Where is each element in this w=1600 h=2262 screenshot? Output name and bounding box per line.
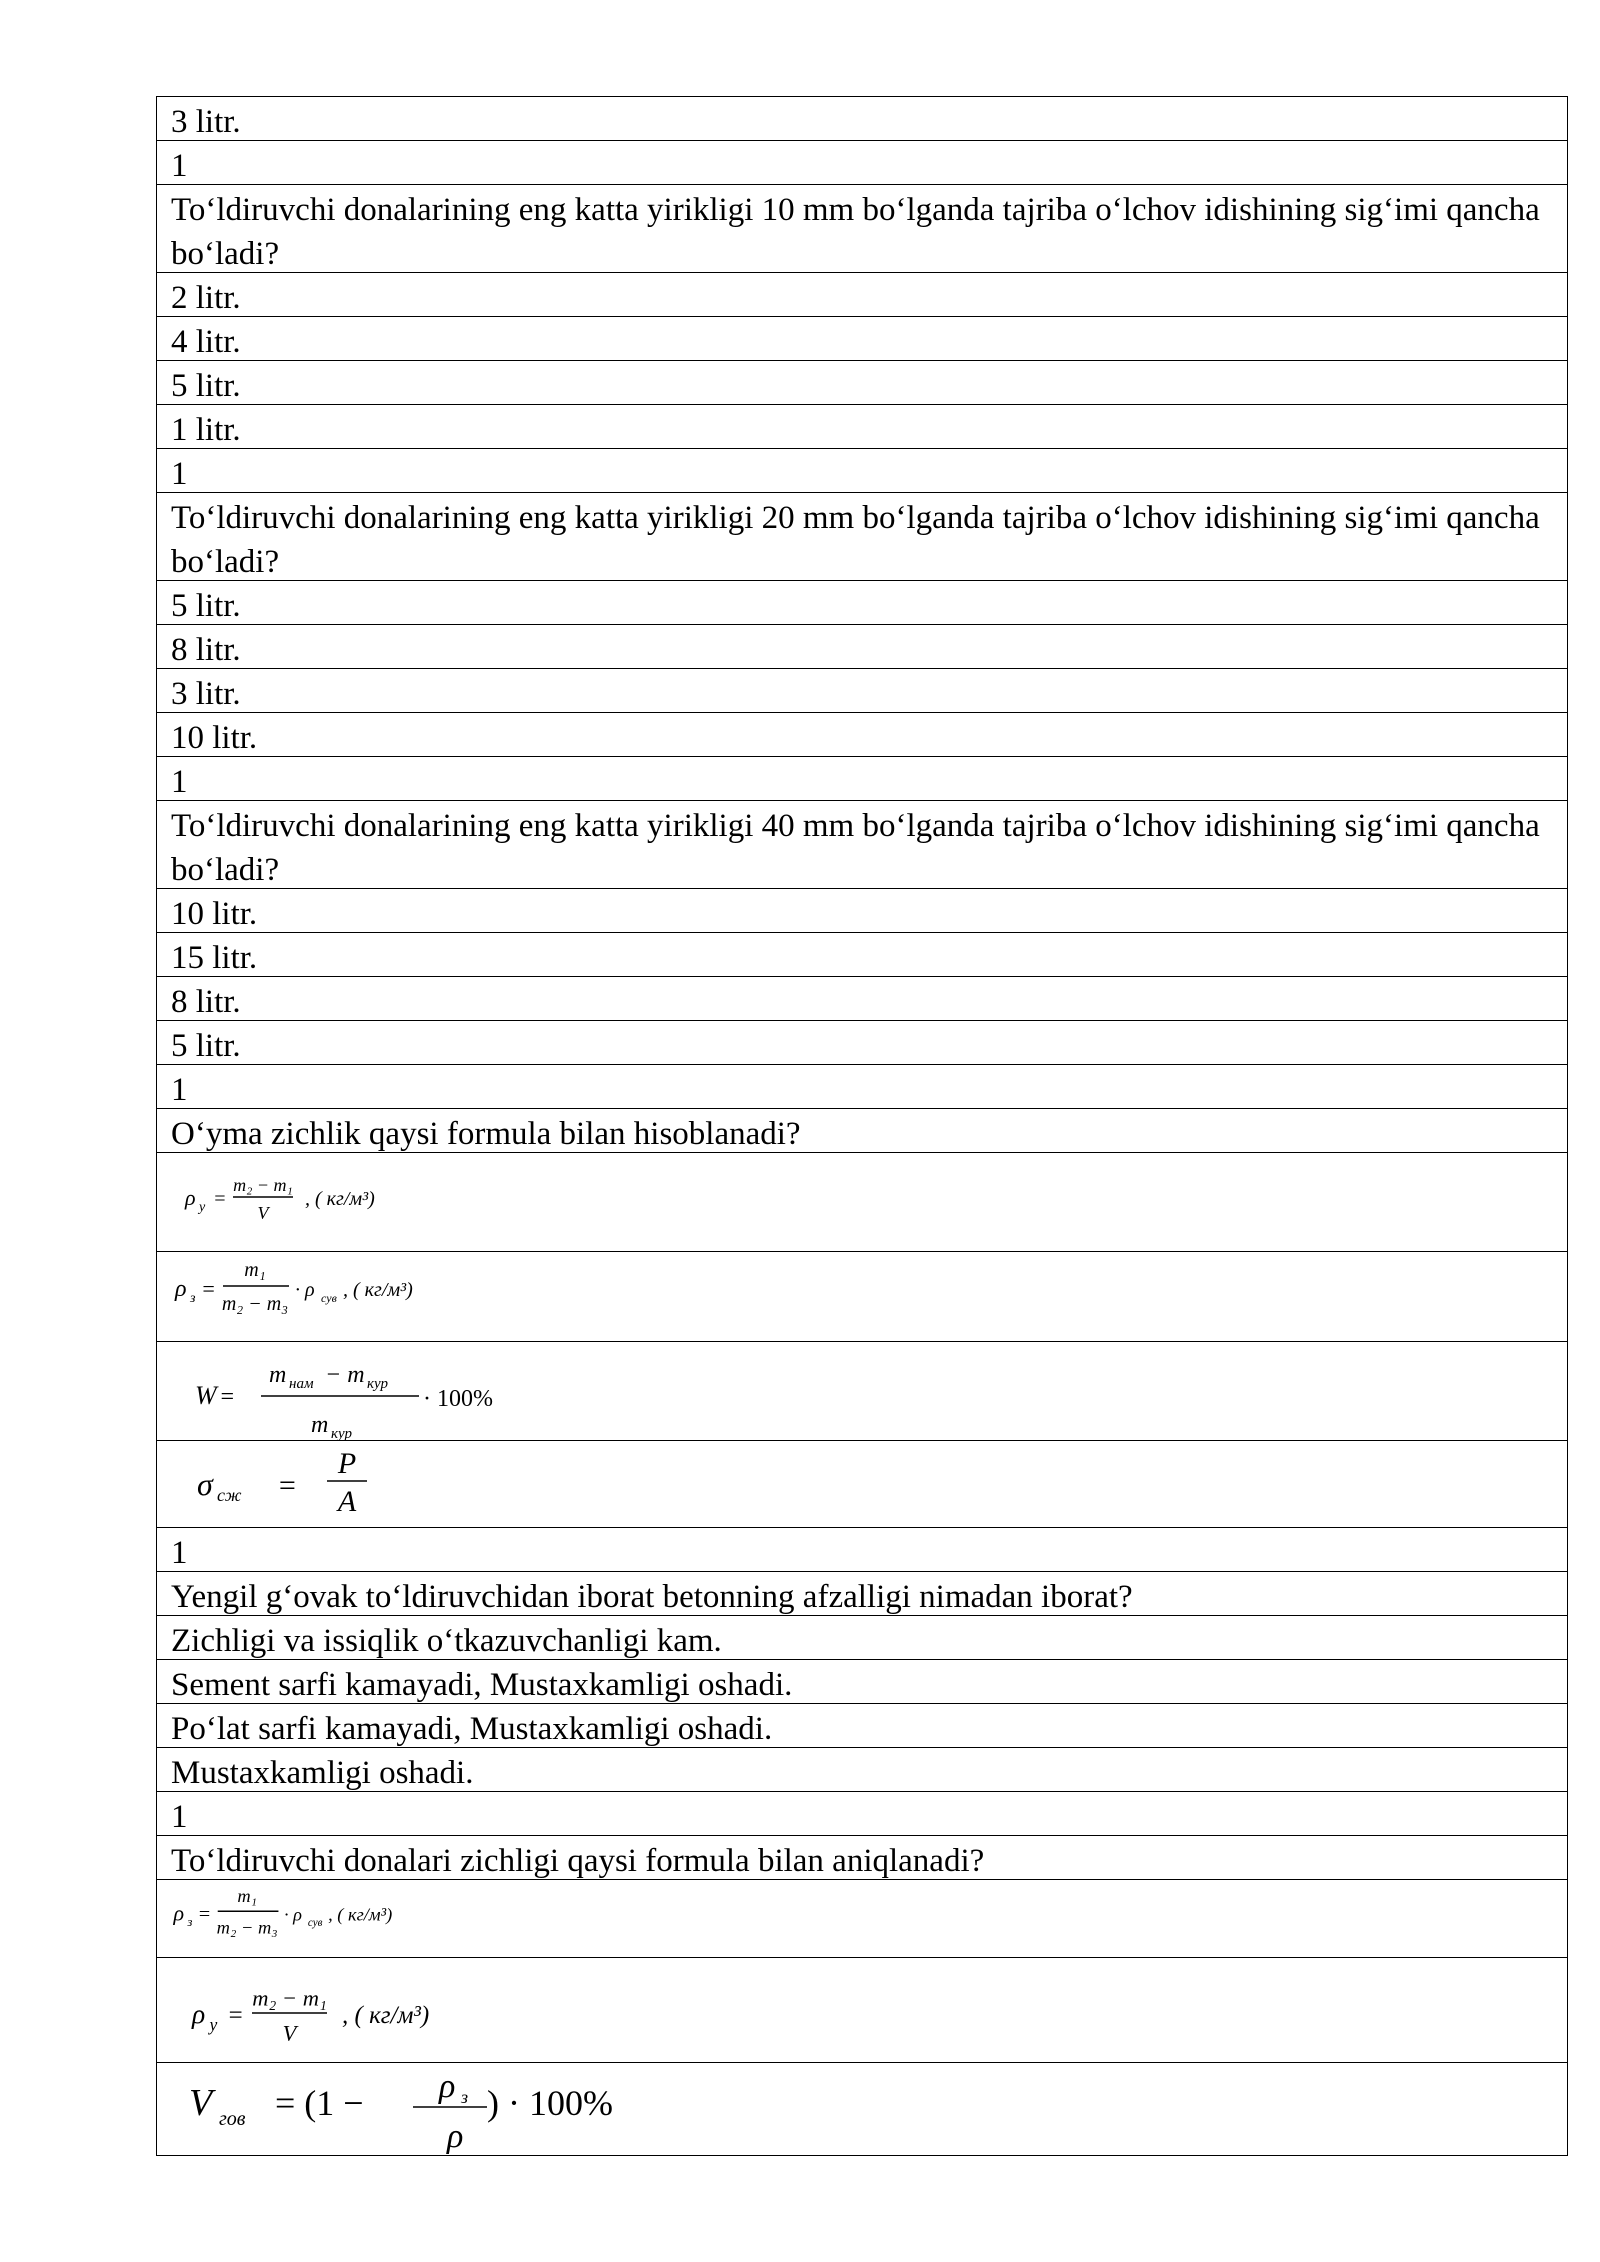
row-text: 1 — [171, 1535, 188, 1571]
denominator-rho: ρ — [447, 2118, 464, 2155]
formula-rho-y — [157, 1153, 1567, 1252]
row-text: 8 litr. — [171, 632, 241, 668]
table-row — [156, 1615, 1568, 1661]
denominator: V — [257, 1203, 269, 1223]
row-text: 4 litr. — [171, 324, 241, 360]
row-text: To‘ldiruvchi donalarining eng katta yirikligi 40 mm bo‘lganda tajriba o‘lchov idishining sig‘imi qancha bo‘ladi? — [171, 808, 1540, 888]
row-text: Mustaxkamligi oshadi. — [171, 1755, 474, 1791]
rho-symbol: ρ — [192, 1998, 206, 2029]
row-text: 10 litr. — [171, 896, 258, 932]
table-row — [156, 932, 1568, 978]
row-text: To‘ldiruvchi donalarining eng katta yirikligi 10 mm bo‘lganda tajriba o‘lchov idishining sig‘imi qancha bo‘ladi? — [171, 192, 1540, 272]
subscript-suv: сув — [307, 1917, 323, 1929]
row-text: Yengil g‘ovak to‘ldiruvchidan iborat betonning afzalligi nimadan iborat? — [171, 1579, 1133, 1615]
row-text: O‘yma zichlik qaysi formula bilan hisoblanadi? — [171, 1116, 801, 1152]
table-row — [156, 1659, 1568, 1705]
table-row — [156, 96, 1568, 142]
table-row — [156, 888, 1568, 934]
formula-W — [157, 1342, 1567, 1441]
row-text: 10 litr. — [171, 720, 258, 756]
v-symbol: V — [189, 2082, 213, 2124]
numerator: m₁ — [244, 1259, 266, 1281]
numerator-m: m — [269, 1362, 287, 1388]
row-text: 3 litr. — [171, 676, 241, 712]
equals-sign: = — [219, 1384, 236, 1410]
subscript-kur: кур — [367, 1376, 388, 1392]
formula-rho-z — [157, 1252, 1567, 1342]
denominator: m₂ − m₃ — [216, 1917, 278, 1938]
question-weight-row — [156, 448, 1568, 494]
formula-row-sigma — [156, 1440, 1568, 1529]
row-text: 5 litr. — [171, 588, 241, 624]
subscript-gov: гов — [219, 2108, 246, 2130]
percent-factor: · 100% — [423, 1386, 493, 1412]
table-row — [156, 1835, 1568, 1881]
row-text: 1 litr. — [171, 412, 241, 448]
multiply-rho: · ρ — [283, 1904, 302, 1925]
question-weight-row — [156, 756, 1568, 802]
subscript-y: у — [199, 1200, 206, 1215]
row-text: 2 litr. — [171, 280, 241, 316]
unit-label: , ( кг/м³) — [343, 1279, 413, 1301]
row-text: 3 litr. — [171, 104, 241, 140]
numerator: m₂ − m₁ — [252, 1985, 327, 2011]
row-text: 1 — [171, 764, 188, 800]
table-row — [156, 624, 1568, 670]
rho-symbol: ρ — [185, 1185, 196, 1210]
table-row — [156, 712, 1568, 758]
numerator-rho: ρ — [439, 2068, 456, 2105]
question-weight-row — [156, 1527, 1568, 1573]
sigma-symbol: σ — [197, 1466, 213, 1502]
unit-label: , ( кг/м³) — [342, 2002, 430, 2029]
formula-row-rho-y — [156, 1152, 1568, 1253]
table-row — [156, 272, 1568, 318]
numerator-minus-m: − m — [325, 1362, 365, 1388]
formula-row-rho-y — [156, 1957, 1568, 2064]
formula-row-V-gov — [156, 2062, 1568, 2156]
equals-sign: = — [201, 1276, 216, 1301]
row-text: To‘ldiruvchi donalari zichligi qaysi formula bilan aniqlanadi? — [171, 1843, 985, 1879]
row-text: 8 litr. — [171, 984, 241, 1020]
formula-row-W — [156, 1341, 1568, 1442]
w-symbol: W — [195, 1381, 217, 1410]
row-text: Po‘lat sarfi kamayadi, Mustaxkamligi oshadi. — [171, 1711, 773, 1747]
question-weight-row — [156, 1791, 1568, 1837]
row-text: Sement sarfi kamayadi, Mustaxkamligi oshadi. — [171, 1667, 793, 1703]
unit-label: , ( кг/м³) — [305, 1188, 375, 1210]
table-row — [156, 580, 1568, 626]
table-row — [156, 360, 1568, 406]
subscript-kur: кур — [331, 1426, 352, 1441]
row-text: 1 — [171, 1072, 188, 1108]
formula-sigma — [157, 1441, 1567, 1528]
row-text: 15 litr. — [171, 940, 258, 976]
row-text: To‘ldiruvchi donalarining eng katta yirikligi 20 mm bo‘lganda tajriba o‘lchov idishining sig‘imi qancha bo‘ladi? — [171, 500, 1540, 580]
table-row — [156, 1747, 1568, 1793]
table-row — [156, 1020, 1568, 1066]
formula-row-rho-z — [156, 1879, 1568, 1959]
rho-symbol: ρ — [173, 1900, 185, 1926]
question-weight-row — [156, 140, 1568, 186]
numerator: P — [337, 1447, 357, 1480]
table-row — [156, 404, 1568, 450]
table-row — [156, 668, 1568, 714]
table-row — [156, 1703, 1568, 1749]
equals-sign: = — [277, 1469, 298, 1502]
subscript-nam: нам — [289, 1376, 314, 1392]
numerator: m₂ − m₁ — [233, 1175, 293, 1195]
subscript-z: з — [461, 2087, 469, 2107]
table-row — [156, 316, 1568, 362]
row-text: Zichligi va issiqlik o‘tkazuvchanligi kam. — [171, 1623, 722, 1659]
table-row — [156, 492, 1568, 582]
row-text: 5 litr. — [171, 1028, 241, 1064]
table-row — [156, 184, 1568, 274]
formula-rho-y — [157, 1958, 1567, 2063]
table-row — [156, 800, 1568, 890]
table-row — [156, 1108, 1568, 1154]
unit-label: , ( кг/м³) — [328, 1904, 393, 1925]
table-row — [156, 976, 1568, 1022]
multiply-rho: · ρ — [295, 1279, 315, 1301]
close-paren-percent: ) · 100% — [487, 2083, 613, 2123]
row-text: 5 litr. — [171, 368, 241, 404]
subscript-z: з — [190, 1291, 196, 1306]
denominator: A — [337, 1485, 357, 1518]
denominator-m: m — [311, 1412, 329, 1438]
subscript-szh: сж — [217, 1485, 242, 1505]
denominator: m₂ − m₃ — [221, 1293, 289, 1315]
equals-sign: = — [197, 1903, 212, 1926]
rho-symbol: ρ — [175, 1276, 187, 1302]
subscript-z: з — [187, 1915, 193, 1929]
row-text: 1 — [171, 1799, 188, 1835]
denominator: V — [282, 2020, 297, 2046]
table-row — [156, 1571, 1568, 1617]
numerator: m₁ — [237, 1886, 258, 1907]
equals-sign: = — [227, 2002, 244, 2029]
question-weight-row — [156, 1064, 1568, 1110]
subscript-suv: сув — [321, 1291, 337, 1305]
open-paren-expr: = (1 − — [275, 2083, 364, 2123]
row-text: 1 — [171, 148, 188, 184]
formula-rho-z — [157, 1880, 1567, 1958]
subscript-y: у — [209, 2014, 218, 2035]
equals-sign: = — [213, 1188, 227, 1210]
formula-row-rho-z — [156, 1251, 1568, 1343]
row-text: 1 — [171, 456, 188, 492]
formula-V-gov — [157, 2063, 1567, 2155]
